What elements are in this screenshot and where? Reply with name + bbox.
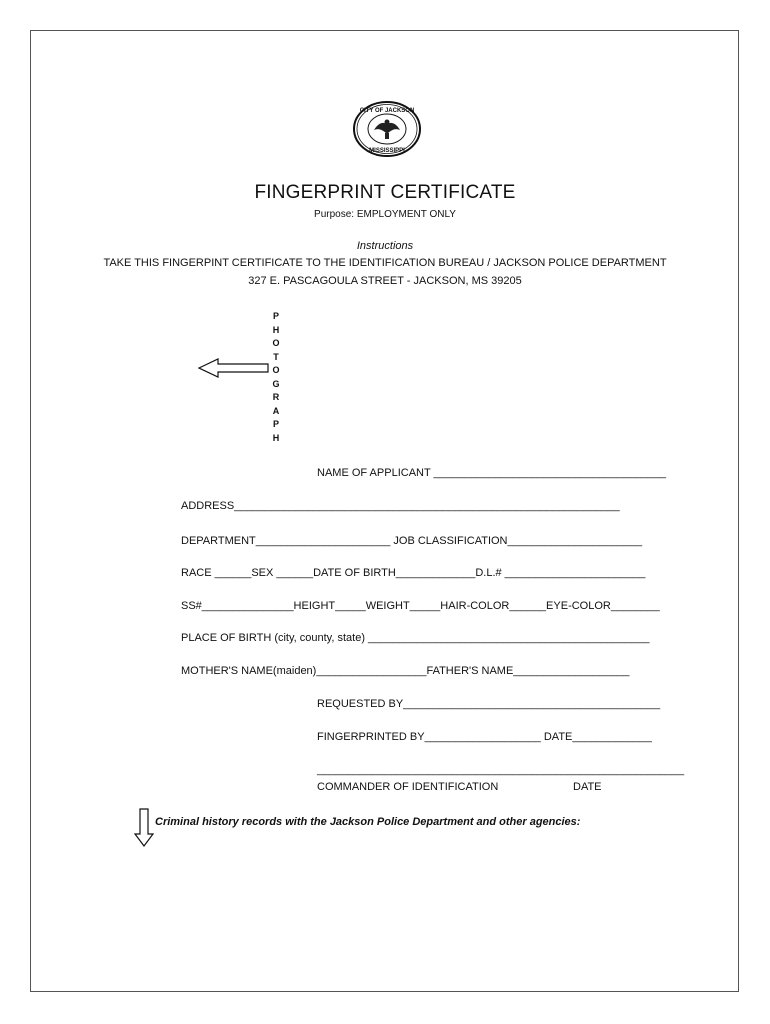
commander-date-label: DATE [573, 781, 602, 793]
photo-letter: H [272, 432, 280, 443]
photo-letter: T [273, 351, 279, 362]
commander-label: COMMANDER OF IDENTIFICATION [317, 781, 499, 793]
photo-letter: P [272, 311, 279, 321]
instructions-line-1: TAKE THIS FINGERPINT CERTIFICATE TO THE IDENTIFICATION BUREAU / JACKSON POLICE DEPARTMENT [103, 257, 667, 269]
svg-text:CITY OF JACKSON: CITY OF JACKSON [359, 108, 415, 114]
parents-names-field: MOTHER'S NAME(maiden)__________________FATHER'S NAME___________________ [181, 665, 630, 677]
instructions-line-2: 327 E. PASCAGOULA STREET - JACKSON, MS 39205 [248, 275, 522, 287]
photo-letter: A [272, 405, 280, 416]
photo-letter: H [272, 324, 280, 335]
arrow-down-icon [133, 808, 155, 848]
city-seal-logo [352, 100, 422, 158]
purpose-text: Purpose: EMPLOYMENT ONLY [314, 209, 456, 220]
race-sex-dob-field: RACE ______SEX ______DATE OF BIRTH_____________D.L.# _______________________ [181, 567, 646, 579]
criminal-history-note: Criminal history records with the Jackson Police Department and other agencies: [155, 816, 581, 828]
requested-by-field: REQUESTED BY__________________________________________ [317, 698, 661, 710]
instructions-heading: Instructions [356, 240, 414, 252]
department-field: DEPARTMENT______________________ JOB CLASSIFICATION______________________ [181, 535, 643, 547]
name-of-applicant-field: NAME OF APPLICANT ______________________________________ [317, 467, 667, 479]
photo-letter: O [272, 338, 280, 348]
photo-letter: O [272, 365, 280, 375]
photo-letter: R [272, 392, 280, 402]
photo-letter: G [272, 378, 280, 389]
place-of-birth-field: PLACE OF BIRTH (city, county, state) ______________________________________________ [181, 632, 650, 644]
photo-letter: P [272, 419, 279, 429]
arrow-left-icon [198, 357, 270, 379]
ss-height-weight-field: SS#_______________HEIGHT_____WEIGHT_____HAIR-COLOR______EYE-COLOR________ [181, 600, 660, 612]
signature-line: ____________________________________________________________ [317, 764, 685, 776]
page-title: FINGERPRINT CERTIFICATE [254, 182, 516, 203]
address-field: ADDRESS_______________________________________________________________ [181, 500, 620, 512]
svg-text:MISSISSIPPI: MISSISSIPPI [369, 148, 405, 154]
photograph-vertical-label [271, 310, 281, 445]
fingerprinted-by-field: FINGERPRINTED BY___________________ DATE_____________ [317, 731, 652, 743]
